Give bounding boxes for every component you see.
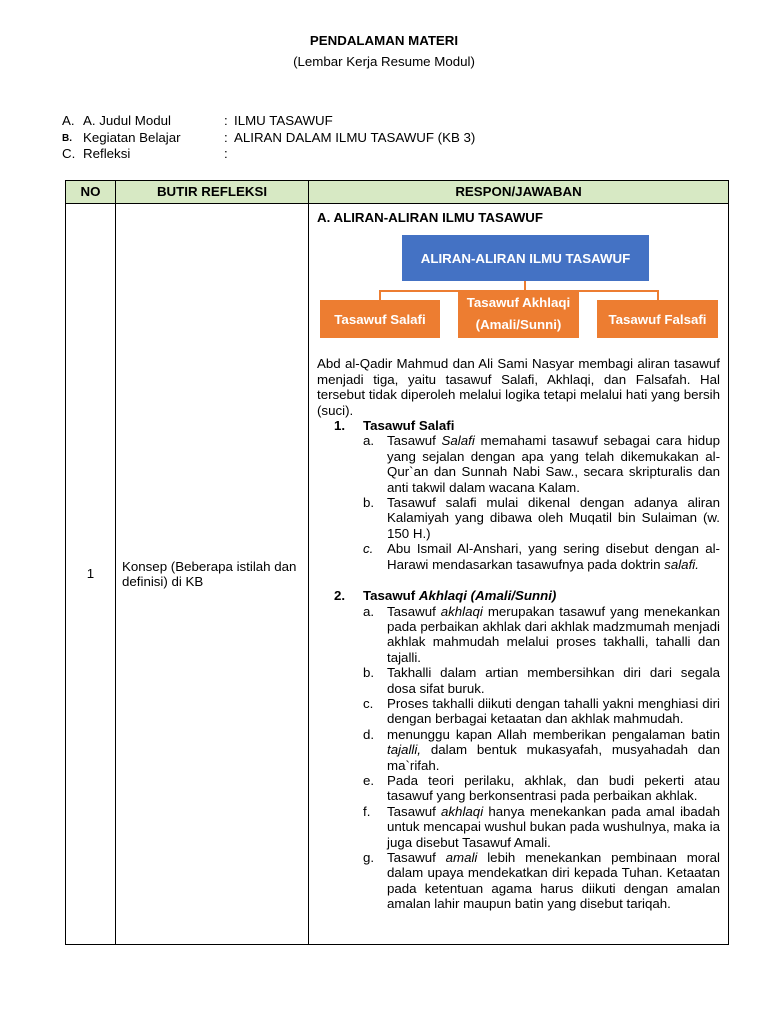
- info-colon: :: [224, 130, 228, 145]
- info-colon: :: [224, 146, 228, 161]
- diagram-box-akhlaqi-line1: Tasawuf Akhlaqi: [466, 295, 571, 311]
- heading-text-italic: Akhlaqi (Amali/Sunni): [418, 588, 557, 604]
- item-emphasis: akhlaqi: [440, 603, 483, 619]
- item-text: Tasawuf: [387, 850, 446, 865]
- intro-paragraph: Abd al-Qadir Mahmud dan Ali Sami Nasyar membagi aliran tasawuf menjadi tiga, yaitu tasawuf Salafi, Akhlaqi, dan Falsafah. Hal tersebut tidak diperoleh melalui logika tetapi melalui hati yang bersih (suci).: [317, 356, 720, 418]
- info-letter: C.: [62, 146, 76, 161]
- info-value: ILMU TASAWUF: [234, 113, 333, 128]
- page-title: PENDALAMAN MATERI: [309, 33, 459, 48]
- heading-number: 1.: [334, 418, 346, 434]
- item-letter: c.: [363, 695, 374, 711]
- item-emphasis: salafi.: [664, 556, 699, 572]
- list-item: [317, 541, 720, 572]
- item-letter: b.: [363, 665, 375, 681]
- item-letter: a.: [363, 433, 375, 449]
- item-letter: d.: [363, 726, 375, 742]
- item-text: hanya menekankan pada amal ibadah untuk mencapai wushul bukan pada wushulnya, maka ia juga disebut Tasawuf Amali.: [387, 803, 720, 850]
- section-heading-salafi: [317, 418, 720, 433]
- response-cell: [309, 204, 729, 945]
- reflection-table: [65, 180, 729, 945]
- item-text: dalam bentuk mukasyafah, musyahadah dan ma`rifah.: [387, 742, 720, 773]
- item-emphasis: tajalli,: [387, 742, 421, 758]
- diagram-connector: [657, 290, 659, 300]
- list-item: [317, 665, 720, 696]
- info-letter: B.: [62, 133, 72, 144]
- diagram-box-salafi: Tasawuf Salafi: [320, 300, 440, 338]
- list-item: [317, 727, 720, 773]
- item-text: memahami tasawuf sebagai cara hidup yang sejalan dengan apa yang telah dikemukakan al-Qur`an dan Sunnah Nabi Saw., secara skripturalis dan anti takwil dalam wacana Kalam.: [387, 433, 720, 495]
- list-item: [317, 850, 720, 912]
- row-number: 1: [66, 204, 116, 945]
- heading-text: Tasawuf Salafi: [363, 418, 455, 434]
- header-respon-jawaban: RESPON/JAWABAN: [309, 181, 729, 204]
- item-letter: g.: [363, 850, 375, 865]
- list-item: [317, 804, 720, 850]
- info-letter: A.: [62, 113, 75, 128]
- info-colon: :: [224, 113, 228, 128]
- heading-text: Tasawuf: [363, 588, 419, 604]
- section-heading-akhlaqi: [317, 588, 720, 603]
- info-label: A. Judul Modul: [83, 113, 171, 128]
- item-letter: c.: [363, 541, 374, 557]
- item-emphasis: amali: [445, 850, 478, 865]
- header-butir-refleksi: BUTIR REFLEKSI: [116, 181, 309, 204]
- section-title: A. ALIRAN-ALIRAN ILMU TASAWUF: [317, 210, 544, 225]
- item-text: Takhalli dalam artian membersihkan diri dari segala dosa sifat buruk.: [387, 665, 720, 696]
- list-item: [317, 696, 720, 727]
- diagram-box-akhlaqi-line2: (Amali/Sunni): [475, 317, 562, 333]
- table-row: [66, 204, 729, 945]
- aliran-diagram: [317, 228, 720, 341]
- list-item: [317, 433, 720, 495]
- spacer: [317, 572, 720, 588]
- header-no: NO: [66, 181, 116, 204]
- item-text: Pada teori perilaku, akhlak, dan budi pekerti atau tasawuf yang berkonsentrasi pada perbaikan akhlak.: [387, 772, 720, 804]
- item-text: merupakan tasawuf yang menekankan pada perbaikan akhlak dari akhlak madzmumah menjadi akhlak mahmudah melalui proses takhalli, tahalli dan tajalli.: [387, 603, 720, 665]
- item-text: Tasawuf salafi mulai dikenal dengan adanya aliran Kalamiyah yang dibawa oleh Muqatil bin Sulaiman (w. 150 H.): [387, 495, 720, 541]
- item-text: lebih menekankan pembinaan moral dalam upaya mendekatkan diri kepada Tuhan. Ketaatan pada ketentuan agama harus diikuti dengan amalan amalan lahir maupun batin yang disebut tariqah.: [387, 850, 720, 912]
- list-item: [317, 495, 720, 541]
- diagram-connector: [379, 290, 381, 300]
- diagram-box-akhlaqi: [458, 290, 579, 338]
- item-emphasis: akhlaqi: [441, 803, 484, 819]
- list-item: [317, 773, 720, 804]
- item-text: Proses takhalli diikuti dengan tahalli yakni menghiasi diri dengan berbagai ketaatan dan akhlak mahmudah.: [387, 695, 720, 727]
- page-subtitle: (Lembar Kerja Resume Modul): [293, 54, 475, 69]
- item-emphasis: Salafi: [441, 433, 475, 449]
- butir-refleksi-cell: Konsep (Beberapa istilah dan definisi) di KB: [116, 204, 309, 945]
- item-text: Tasawuf: [387, 433, 442, 449]
- heading-number: 2.: [334, 588, 346, 604]
- info-label: Kegiatan Belajar: [83, 130, 181, 145]
- info-label: Refleksi: [83, 146, 131, 161]
- item-letter: a.: [363, 603, 375, 619]
- item-letter: b.: [363, 495, 375, 511]
- item-text: Abu Ismail Al-Anshari, yang sering disebut dengan al-Harawi mendasarkan tasawufnya pada doktrin: [387, 541, 720, 572]
- item-text: Tasawuf: [387, 603, 441, 619]
- diagram-box-falsafi: Tasawuf Falsafi: [597, 300, 718, 338]
- item-text: Tasawuf: [387, 803, 442, 819]
- item-letter: e.: [363, 772, 375, 788]
- diagram-root-box: ALIRAN-ALIRAN ILMU TASAWUF: [402, 235, 649, 281]
- item-text: menunggu kapan Allah memberikan pengalaman batin: [387, 726, 720, 742]
- info-value: ALIRAN DALAM ILMU TASAWUF (KB 3): [234, 130, 476, 145]
- item-letter: f.: [363, 803, 371, 819]
- table-header-row: [66, 181, 729, 204]
- list-item: [317, 604, 720, 666]
